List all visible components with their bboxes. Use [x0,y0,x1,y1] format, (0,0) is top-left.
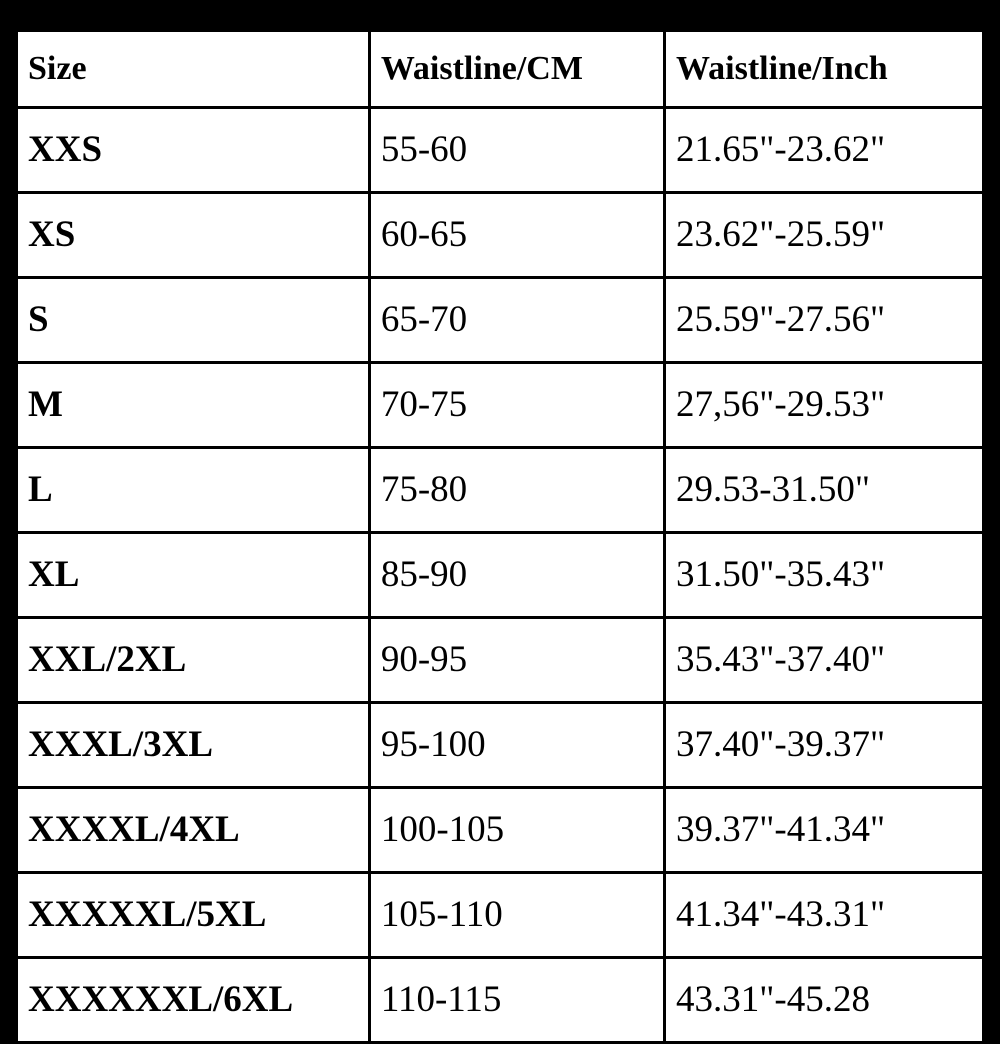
cell-size: M [16,363,369,448]
cell-waistline-cm: 100-105 [369,788,664,873]
cell-size: XXS [16,108,369,193]
cell-waistline-inch: 43.31"-45.28 [665,958,984,1043]
table-row [16,193,984,278]
cell-size: XXXXXL/5XL [16,873,369,958]
cell-waistline-cm: 75-80 [369,448,664,533]
column-header-size: Size [16,30,369,108]
column-header-waistline-inch: Waistline/Inch [665,30,984,108]
table-row [16,533,984,618]
table-header-row [16,30,984,108]
cell-waistline-inch: 25.59"-27.56" [665,278,984,363]
cell-waistline-inch: 23.62"-25.59" [665,193,984,278]
cell-waistline-cm: 90-95 [369,618,664,703]
cell-waistline-inch: 31.50"-35.43" [665,533,984,618]
table-row [16,108,984,193]
column-header-waistline-cm: Waistline/CM [369,30,664,108]
cell-size: S [16,278,369,363]
table-row [16,448,984,533]
table-row [16,618,984,703]
cell-size: XXXL/3XL [16,703,369,788]
cell-waistline-inch: 41.34"-43.31" [665,873,984,958]
cell-size: XXXXXXL/6XL [16,958,369,1043]
table-row [16,788,984,873]
table-row [16,278,984,363]
table-row [16,958,984,1043]
size-chart-table [14,28,986,1044]
cell-waistline-inch: 37.40"-39.37" [665,703,984,788]
table-row [16,873,984,958]
cell-waistline-cm: 65-70 [369,278,664,363]
table-row [16,703,984,788]
cell-waistline-inch: 29.53-31.50" [665,448,984,533]
cell-size: L [16,448,369,533]
size-chart-table-container [14,28,986,1020]
table-body [16,108,984,1043]
cell-waistline-cm: 70-75 [369,363,664,448]
cell-waistline-cm: 95-100 [369,703,664,788]
cell-waistline-cm: 60-65 [369,193,664,278]
cell-waistline-inch: 35.43"-37.40" [665,618,984,703]
cell-size: XL [16,533,369,618]
table-row [16,363,984,448]
cell-waistline-inch: 21.65"-23.62" [665,108,984,193]
cell-waistline-cm: 55-60 [369,108,664,193]
table-header [16,30,984,108]
cell-waistline-inch: 39.37"-41.34" [665,788,984,873]
cell-size: XXL/2XL [16,618,369,703]
cell-size: XS [16,193,369,278]
cell-waistline-cm: 105-110 [369,873,664,958]
cell-waistline-inch: 27,56"-29.53" [665,363,984,448]
cell-waistline-cm: 110-115 [369,958,664,1043]
cell-waistline-cm: 85-90 [369,533,664,618]
cell-size: XXXXL/4XL [16,788,369,873]
